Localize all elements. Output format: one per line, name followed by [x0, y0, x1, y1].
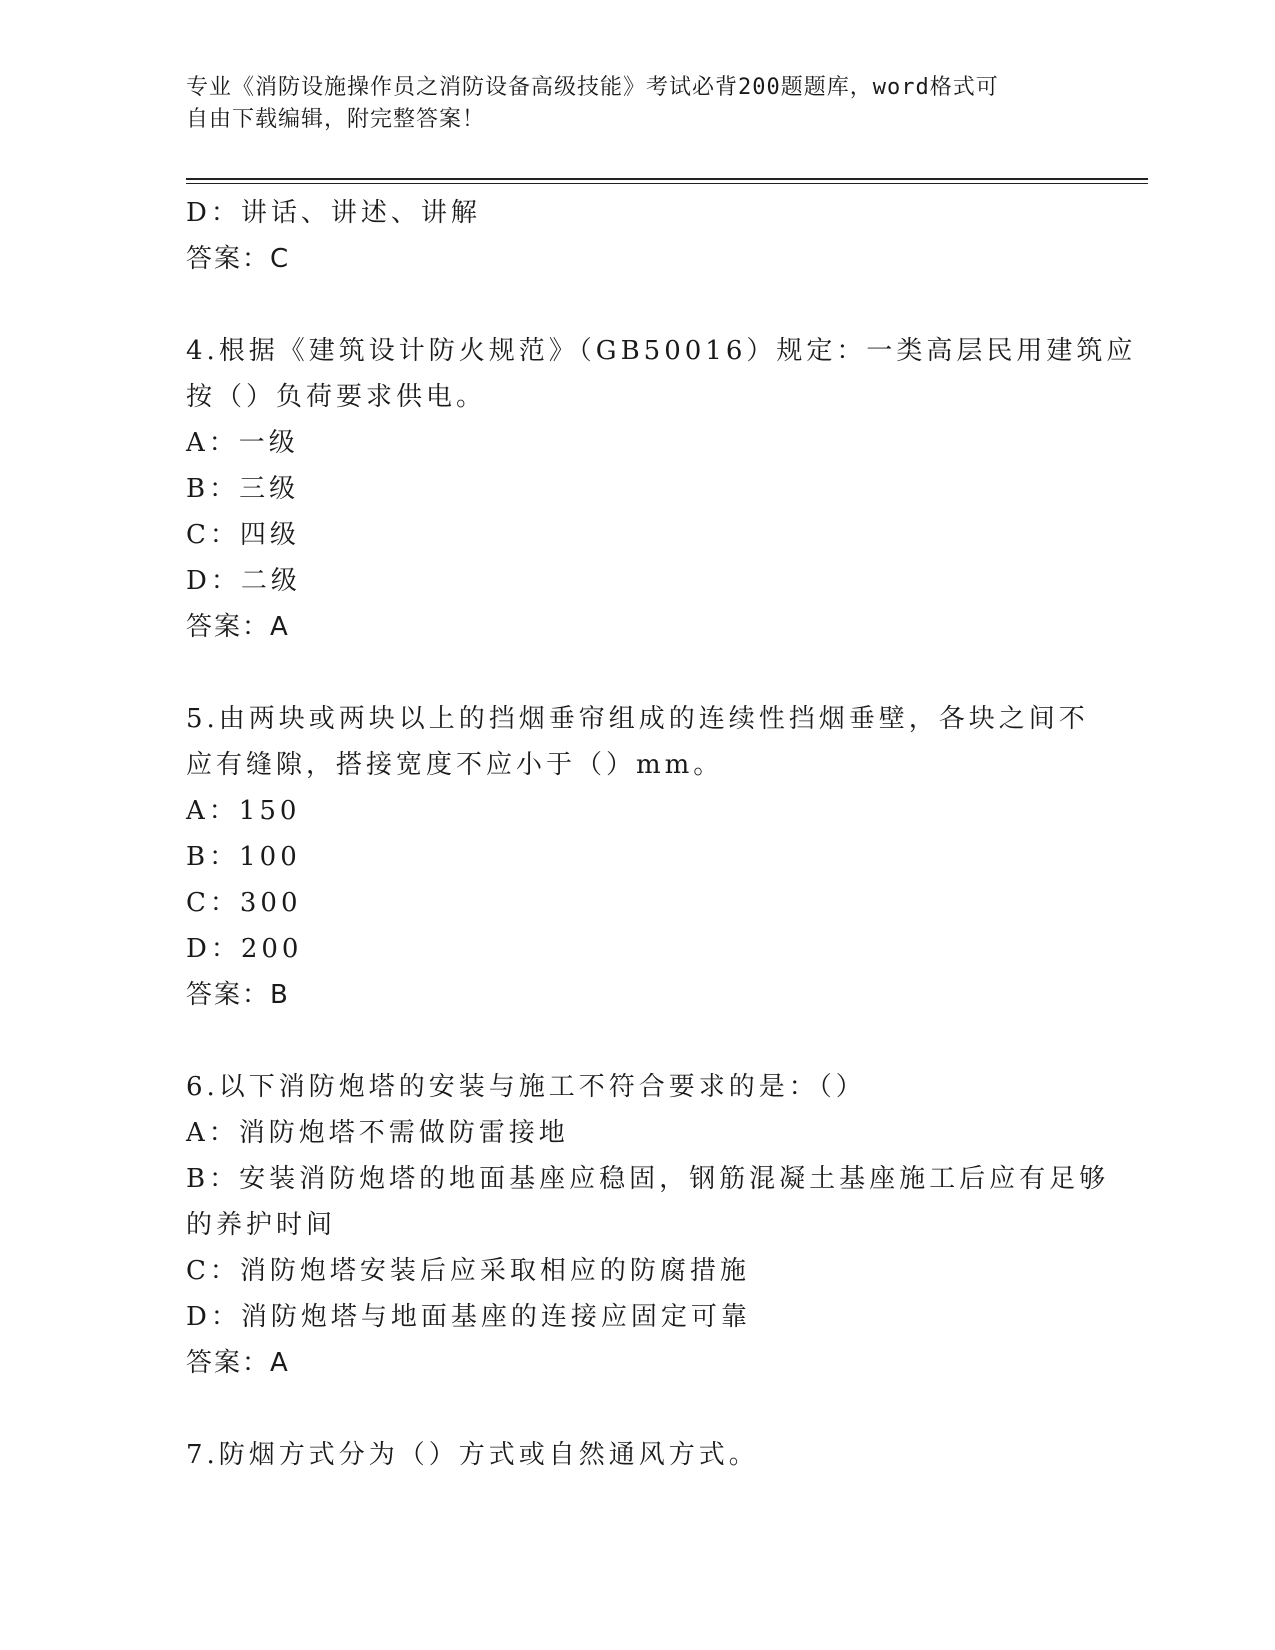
answer-line: 答案：A: [186, 612, 290, 642]
question-7: [186, 1432, 1066, 1478]
question-stem: 5.由两块或两块以上的挡烟垂帘组成的连续性挡烟垂壁，各块之间不: [186, 704, 1089, 734]
header-rule-thick: [186, 178, 1148, 180]
question-stem-cont: 按（）负荷要求供电。: [186, 382, 487, 412]
question-5: [186, 696, 1089, 1018]
option-b: B：100: [186, 842, 301, 872]
spacer: [186, 650, 1066, 696]
option-d: D：二级: [186, 566, 301, 596]
spacer: [186, 1018, 1066, 1064]
option-c: C：300: [186, 888, 302, 918]
option-d: D：200: [186, 934, 303, 964]
answer-line: 答案：B: [186, 980, 290, 1010]
answer-line: 答案：A: [186, 1348, 290, 1378]
answer-line: 答案：C: [186, 244, 291, 274]
spacer: [186, 282, 1066, 328]
option-a: A：一级: [186, 428, 299, 458]
question-stem: 6.以下消防炮塔的安装与施工不符合要求的是：（）: [186, 1072, 866, 1102]
option-b-cont: 的养护时间: [186, 1210, 337, 1240]
question-4: [186, 328, 1137, 650]
option-c: C：消防炮塔安装后应采取相应的防腐措施: [186, 1256, 750, 1286]
option-b: B：三级: [186, 474, 300, 504]
option-c: C：四级: [186, 520, 300, 550]
question-stem: 7.防烟方式分为（）方式或自然通风方式。: [186, 1440, 759, 1470]
option-b: B：安装消防炮塔的地面基座应稳固，钢筋混凝土基座施工后应有足够: [186, 1164, 1110, 1194]
header-rule-thin: [186, 183, 1148, 184]
question-list: [186, 190, 1137, 1478]
question-stem: 4.根据《建筑设计防火规范》（GB50016）规定：一类高层民用建筑应: [186, 336, 1137, 366]
spacer: [186, 1386, 1066, 1432]
option-d: D：讲话、讲述、讲解: [186, 198, 481, 228]
header-line-1: 专业《消防设施操作员之消防设备高级技能》考试必背200题题库，word格式可: [186, 75, 999, 100]
option-a: A：150: [186, 796, 301, 826]
question-stem-cont: 应有缝隙，搭接宽度不应小于（）mm。: [186, 750, 724, 780]
question-6: [186, 1064, 1110, 1386]
option-a: A：消防炮塔不需做防雷接地: [186, 1118, 569, 1148]
header-line-2: 自由下载编辑，附完整答案！: [186, 107, 486, 132]
option-d: D：消防炮塔与地面基座的连接应固定可靠: [186, 1302, 751, 1332]
page-header: [186, 72, 1066, 136]
